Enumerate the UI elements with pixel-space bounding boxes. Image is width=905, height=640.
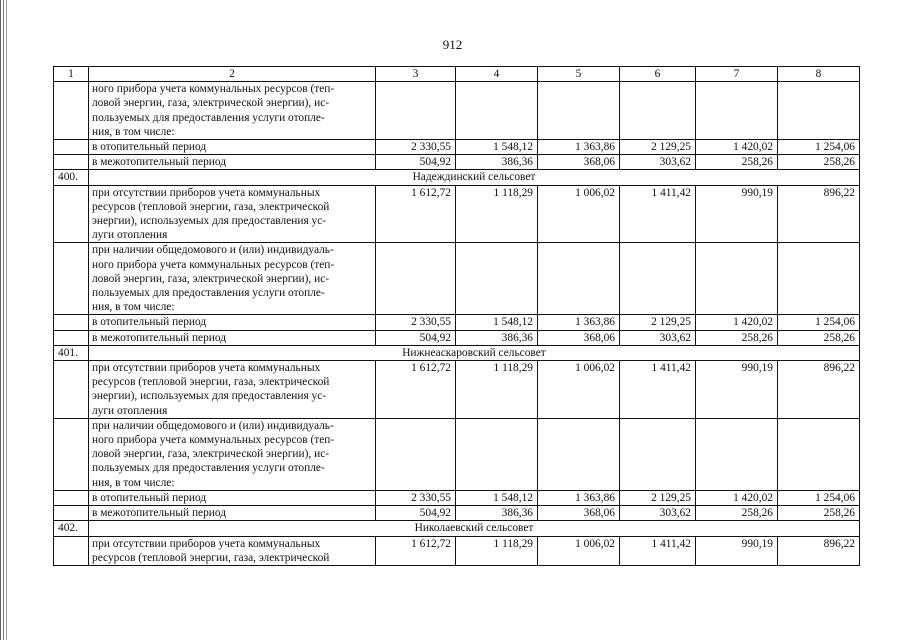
text-row — [54, 418, 860, 490]
value-cell: 1 118,29 — [456, 185, 538, 243]
description-line: при отсутствии приборов учета коммунальных — [92, 537, 321, 550]
value-cell — [538, 82, 620, 140]
value-cell: 258,26 — [696, 155, 778, 170]
table-row — [54, 490, 860, 505]
description-line: при наличии общедомового и (или) индивидуаль- — [92, 244, 334, 257]
value-cell: 1 420,02 — [696, 140, 778, 155]
section-index: 401. — [54, 345, 89, 360]
description-line: энергии), используемых для предоставления ус- — [92, 215, 327, 228]
row-index-cell — [54, 155, 89, 170]
value-cell — [456, 82, 538, 140]
value-cell: 1 006,02 — [538, 361, 620, 419]
value-cell: 1 612,72 — [376, 185, 456, 243]
row-description: в отопительный период — [89, 490, 376, 505]
value-cell: 386,36 — [456, 330, 538, 345]
value-cell: 258,26 — [696, 330, 778, 345]
value-cell: 1 363,86 — [538, 140, 620, 155]
value-cell — [778, 243, 860, 315]
value-cell: 303,62 — [620, 155, 696, 170]
description-line: ловой энергии, газа, электрической энергии), ис- — [92, 448, 330, 461]
row-index-cell — [54, 185, 89, 243]
value-cell — [456, 243, 538, 315]
column-header: 4 — [456, 67, 538, 82]
row-description — [89, 185, 376, 243]
description-line: пользуемых для предоставления услуги отопле- — [92, 462, 325, 475]
row-index-cell — [54, 536, 89, 565]
description-line: луги отопления — [92, 229, 168, 242]
row-index-cell — [54, 82, 89, 140]
row-description: в отопительный период — [89, 140, 376, 155]
page-number: 912 — [442, 37, 463, 52]
row-index-cell — [54, 315, 89, 330]
table-row — [54, 506, 860, 521]
value-cell: 1 363,86 — [538, 490, 620, 505]
description-line: ресурсов (тепловой энергии, газа, электрической — [92, 551, 330, 564]
description-line: пользуемых для предоставления услуги отопле- — [92, 287, 325, 300]
table-row — [54, 315, 860, 330]
value-cell: 1 254,06 — [778, 315, 860, 330]
value-cell: 1 411,42 — [620, 536, 696, 565]
row-description: в межотопительный период — [89, 155, 376, 170]
row-description — [89, 82, 376, 140]
value-cell — [696, 82, 778, 140]
value-cell: 1 548,12 — [456, 315, 538, 330]
description-line: пользуемых для предоставления услуги отопле- — [92, 111, 325, 124]
column-header: 3 — [376, 67, 456, 82]
column-header: 8 — [778, 67, 860, 82]
description-line: ния, в том числе: — [92, 125, 175, 138]
description-line: ного прибора учета коммунальных ресурсов (теп- — [92, 83, 335, 96]
value-cell: 896,22 — [778, 185, 860, 243]
value-cell: 1 548,12 — [456, 490, 538, 505]
value-cell — [620, 418, 696, 490]
row-description — [89, 418, 376, 490]
row-index-cell — [54, 418, 89, 490]
value-cell: 1 548,12 — [456, 140, 538, 155]
column-header: 6 — [620, 67, 696, 82]
value-cell — [620, 82, 696, 140]
value-cell: 1 612,72 — [376, 536, 456, 565]
value-cell — [620, 243, 696, 315]
description-line: ного прибора учета коммунальных ресурсов (теп- — [92, 258, 335, 271]
header-row — [54, 67, 860, 82]
value-cell — [456, 418, 538, 490]
value-cell: 258,26 — [778, 155, 860, 170]
value-cell: 504,92 — [376, 155, 456, 170]
description-line: при отсутствии приборов учета коммунальных — [92, 186, 321, 199]
table-row — [54, 536, 860, 565]
value-cell — [696, 243, 778, 315]
row-description — [89, 243, 376, 315]
row-description — [89, 361, 376, 419]
description-line: ния, в том числе: — [92, 476, 175, 489]
table-row — [54, 330, 860, 345]
value-cell: 386,36 — [456, 506, 538, 521]
tariff-table — [53, 66, 860, 566]
value-cell: 2 129,25 — [620, 315, 696, 330]
description-line: энергии), используемых для предоставления ус- — [92, 390, 327, 403]
value-cell: 1 420,02 — [696, 315, 778, 330]
value-cell: 1 006,02 — [538, 536, 620, 565]
value-cell — [538, 418, 620, 490]
value-cell: 990,19 — [696, 185, 778, 243]
value-cell: 504,92 — [376, 330, 456, 345]
description-line: ловой энергии, газа, электрической энергии), ис- — [92, 272, 330, 285]
value-cell: 896,22 — [778, 536, 860, 565]
table-row — [54, 361, 860, 419]
row-description: в межотопительный период — [89, 506, 376, 521]
value-cell — [376, 418, 456, 490]
description-line: при наличии общедомового и (или) индивидуаль- — [92, 419, 334, 432]
column-header: 1 — [54, 67, 89, 82]
scan-edge-artifact — [0, 0, 9, 640]
table-row — [54, 140, 860, 155]
value-cell: 386,36 — [456, 155, 538, 170]
value-cell: 368,06 — [538, 330, 620, 345]
description-line: ного прибора учета коммунальных ресурсов (теп- — [92, 434, 335, 447]
value-cell: 1 254,06 — [778, 140, 860, 155]
description-line: ния, в том числе: — [92, 301, 175, 314]
section-title: Надеждинский сельсовет — [89, 170, 860, 185]
section-title: Николаевский сельсовет — [89, 521, 860, 536]
text-row — [54, 243, 860, 315]
value-cell: 1 612,72 — [376, 361, 456, 419]
row-description — [89, 536, 376, 565]
column-header: 2 — [89, 67, 376, 82]
value-cell: 258,26 — [696, 506, 778, 521]
column-header: 7 — [696, 67, 778, 82]
value-cell: 368,06 — [538, 506, 620, 521]
value-cell — [778, 418, 860, 490]
value-cell: 990,19 — [696, 536, 778, 565]
value-cell: 990,19 — [696, 361, 778, 419]
value-cell: 2 330,55 — [376, 140, 456, 155]
value-cell: 1 363,86 — [538, 315, 620, 330]
description-line: ресурсов (тепловой энергии, газа, электрической — [92, 376, 330, 389]
table-row — [54, 185, 860, 243]
value-cell: 258,26 — [778, 330, 860, 345]
section-index: 402. — [54, 521, 89, 536]
value-cell: 2 330,55 — [376, 490, 456, 505]
value-cell: 1 420,02 — [696, 490, 778, 505]
value-cell: 1 118,29 — [456, 361, 538, 419]
value-cell — [696, 418, 778, 490]
description-line: ловой энергии, газа, электрической энергии), ис- — [92, 97, 330, 110]
row-description: в межотопительный период — [89, 330, 376, 345]
value-cell — [538, 243, 620, 315]
row-description: в отопительный период — [89, 315, 376, 330]
section-row — [54, 521, 860, 536]
value-cell: 368,06 — [538, 155, 620, 170]
value-cell: 258,26 — [778, 506, 860, 521]
value-cell: 1 254,06 — [778, 490, 860, 505]
value-cell: 1 006,02 — [538, 185, 620, 243]
table-row — [54, 155, 860, 170]
value-cell — [376, 82, 456, 140]
description-line: луги отопления — [92, 404, 168, 417]
value-cell: 2 129,25 — [620, 490, 696, 505]
value-cell: 1 411,42 — [620, 361, 696, 419]
value-cell: 2 330,55 — [376, 315, 456, 330]
description-line: ресурсов (тепловой энергии, газа, электрической — [92, 200, 330, 213]
value-cell: 303,62 — [620, 330, 696, 345]
row-index-cell — [54, 330, 89, 345]
value-cell: 303,62 — [620, 506, 696, 521]
value-cell — [778, 82, 860, 140]
section-index: 400. — [54, 170, 89, 185]
column-header: 5 — [538, 67, 620, 82]
row-index-cell — [54, 361, 89, 419]
row-index-cell — [54, 140, 89, 155]
description-line: при отсутствии приборов учета коммунальных — [92, 362, 321, 375]
value-cell: 1 411,42 — [620, 185, 696, 243]
value-cell: 1 118,29 — [456, 536, 538, 565]
row-index-cell — [54, 490, 89, 505]
section-row — [54, 170, 860, 185]
row-index-cell — [54, 506, 89, 521]
value-cell: 896,22 — [778, 361, 860, 419]
text-row — [54, 82, 860, 140]
value-cell: 2 129,25 — [620, 140, 696, 155]
row-index-cell — [54, 243, 89, 315]
value-cell: 504,92 — [376, 506, 456, 521]
section-row — [54, 345, 860, 360]
value-cell — [376, 243, 456, 315]
section-title: Нижнеаскаровский сельсовет — [89, 345, 860, 360]
